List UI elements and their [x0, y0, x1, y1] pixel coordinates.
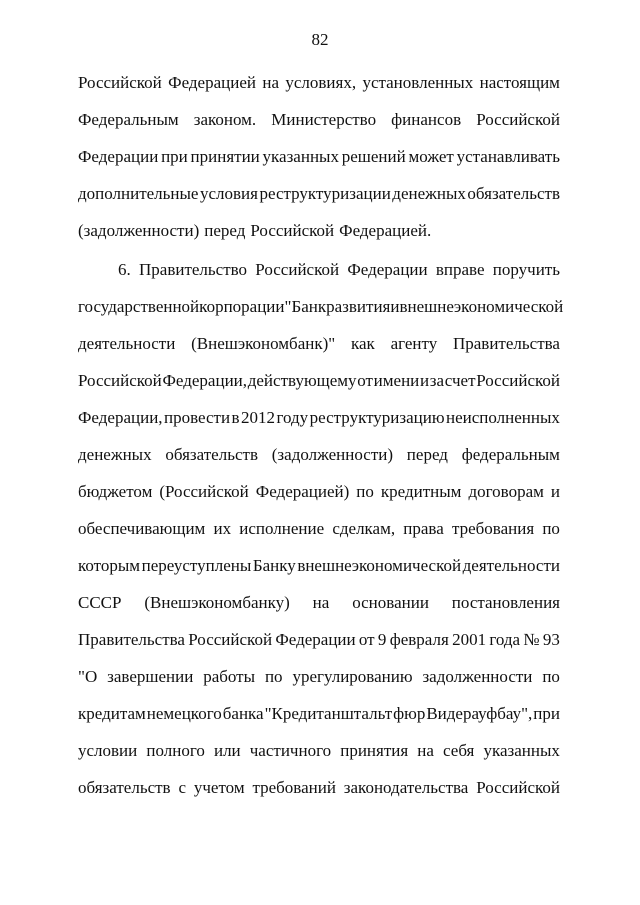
text-line: [78, 436, 560, 473]
word: в: [231, 408, 240, 427]
word: (Российской: [159, 482, 249, 501]
word: 2012: [241, 408, 276, 427]
word: Федерацией: [168, 73, 256, 92]
word: устанавливать: [456, 147, 560, 166]
word: обязательств: [78, 778, 171, 797]
word: на: [312, 593, 330, 612]
word: постановления: [451, 593, 560, 612]
text-line: [78, 251, 560, 288]
word: урегулированию: [292, 667, 413, 686]
word: денежных: [78, 445, 152, 464]
word: условиях,: [285, 73, 357, 92]
word: Федерацией.: [339, 221, 432, 240]
word: себя: [443, 741, 475, 760]
word: и: [419, 371, 430, 390]
word: Российской: [255, 260, 340, 279]
word: (Внешэкономбанк)": [191, 334, 336, 353]
word: за: [429, 371, 445, 390]
text-line: [78, 769, 560, 806]
word: Российской: [476, 371, 560, 390]
word: или: [213, 741, 241, 760]
word: провести: [164, 408, 231, 427]
word: полного: [146, 741, 205, 760]
text-line: [78, 584, 560, 621]
word: Российской: [188, 630, 273, 649]
word: внешнеэкономической: [399, 297, 564, 316]
word: решений: [341, 147, 406, 166]
word: при: [161, 147, 188, 166]
word: и: [390, 297, 400, 316]
text-line: [78, 64, 560, 101]
word: принятия: [340, 741, 409, 760]
word: Видерауфбау",: [426, 704, 533, 723]
word: имени: [373, 371, 420, 390]
word: немецкого: [146, 704, 222, 723]
word: СССР: [78, 593, 122, 612]
word: которым: [78, 556, 141, 575]
word: от: [358, 630, 375, 649]
word: счет: [444, 371, 476, 390]
word: их: [213, 519, 232, 538]
word: дополнительные: [78, 184, 199, 203]
word: деятельности: [78, 334, 176, 353]
word: перед: [406, 445, 448, 464]
word: обеспечивающим: [78, 519, 206, 538]
text-line: [78, 658, 560, 695]
word: указанных: [483, 741, 560, 760]
word: сделкам,: [332, 519, 396, 538]
word: Федеральным: [78, 110, 179, 129]
word: обязательств: [467, 184, 560, 203]
word: Федерации,: [78, 408, 163, 427]
word: по: [356, 482, 374, 501]
word: государственной: [78, 297, 200, 316]
word: финансов: [391, 110, 462, 129]
word: условия: [199, 184, 258, 203]
text-line: [78, 138, 560, 175]
text-line: [78, 325, 560, 362]
word: по: [542, 519, 560, 538]
text-line: [78, 288, 564, 325]
document-body: [78, 64, 564, 806]
word: законодательства: [343, 778, 469, 797]
word: основании: [352, 593, 429, 612]
word: Федерации: [347, 260, 428, 279]
word: завершении: [107, 667, 194, 686]
word: принятии: [190, 147, 260, 166]
word: может: [408, 147, 454, 166]
word: законом.: [193, 110, 257, 129]
word: учетом: [193, 778, 245, 797]
word: №: [523, 630, 540, 649]
word: и: [550, 482, 560, 501]
word: Банку: [252, 556, 296, 575]
paragraph-continuation: [78, 64, 560, 249]
word: 93: [542, 630, 560, 649]
word: федеральным: [461, 445, 560, 464]
text-line: [78, 212, 560, 249]
word: деятельности: [462, 556, 560, 575]
word: договорам: [468, 482, 544, 501]
word: исполнение: [239, 519, 325, 538]
word: Российской: [476, 110, 560, 129]
word: Российской: [250, 221, 335, 240]
paragraph-item-6: [78, 251, 564, 806]
word: Правительства: [78, 630, 185, 649]
word: Правительства: [452, 334, 560, 353]
word: "Банк: [284, 297, 327, 316]
text-line: [78, 175, 560, 212]
word: корпорации: [199, 297, 285, 316]
word: денежных: [392, 184, 466, 203]
word: Федерации: [275, 630, 356, 649]
word: поручить: [492, 260, 560, 279]
word: 6.: [118, 260, 131, 279]
word: переуступлены: [141, 556, 252, 575]
word: (задолженности): [271, 445, 394, 464]
text-line: [78, 695, 560, 732]
word: частичного: [249, 741, 332, 760]
word: (Внешэкономбанку): [144, 593, 290, 612]
word: права: [403, 519, 444, 538]
word: установленных: [362, 73, 474, 92]
word: "Кредитанштальт: [264, 704, 393, 723]
word: требования: [451, 519, 535, 538]
word: Федерации: [78, 147, 159, 166]
word: по: [264, 667, 283, 686]
word: от: [357, 371, 373, 390]
word: при: [533, 704, 560, 723]
word: Правительство: [139, 260, 248, 279]
word: 2001: [452, 630, 487, 649]
word: как: [350, 334, 375, 353]
word: работы: [203, 667, 256, 686]
word: неисполненных: [446, 408, 560, 427]
word: реструктуризации: [259, 184, 391, 203]
word: году: [276, 408, 309, 427]
text-line: [78, 399, 560, 436]
word: с: [178, 778, 186, 797]
word: 9: [377, 630, 387, 649]
word: требований: [252, 778, 336, 797]
word: банка: [222, 704, 264, 723]
word: на: [417, 741, 434, 760]
word: реструктуризацию: [309, 408, 445, 427]
word: перед: [204, 221, 246, 240]
word: кредитам: [78, 704, 146, 723]
word: Российской: [78, 73, 162, 92]
word: действующему: [247, 371, 357, 390]
text-line: [78, 621, 560, 658]
text-line: [78, 732, 560, 769]
word: по: [542, 667, 560, 686]
word: года: [489, 630, 521, 649]
word: Министерство: [271, 110, 377, 129]
word: кредитным: [380, 482, 462, 501]
word: Российской: [476, 778, 560, 797]
word: задолженности: [422, 667, 533, 686]
word: бюджетом: [78, 482, 153, 501]
word: агенту: [390, 334, 438, 353]
word: фюр: [393, 704, 426, 723]
word: развития: [326, 297, 391, 316]
text-line: [78, 547, 560, 584]
word: Российской: [78, 371, 162, 390]
text-line: [78, 510, 560, 547]
text-line: [78, 101, 560, 138]
word: (задолженности): [78, 221, 200, 240]
word: Федерацией): [255, 482, 350, 501]
text-line: [78, 473, 560, 510]
word: вправе: [435, 260, 485, 279]
word: условии: [78, 741, 138, 760]
text-line: [78, 362, 560, 399]
word: настоящим: [479, 73, 560, 92]
word: внешнеэкономической: [297, 556, 462, 575]
word: на: [262, 73, 279, 92]
word: февраля: [389, 630, 449, 649]
word: указанных: [262, 147, 339, 166]
word: обязательств: [165, 445, 258, 464]
word: Федерации,: [162, 371, 248, 390]
page-number: 82: [311, 30, 329, 49]
word: "О: [78, 667, 98, 686]
